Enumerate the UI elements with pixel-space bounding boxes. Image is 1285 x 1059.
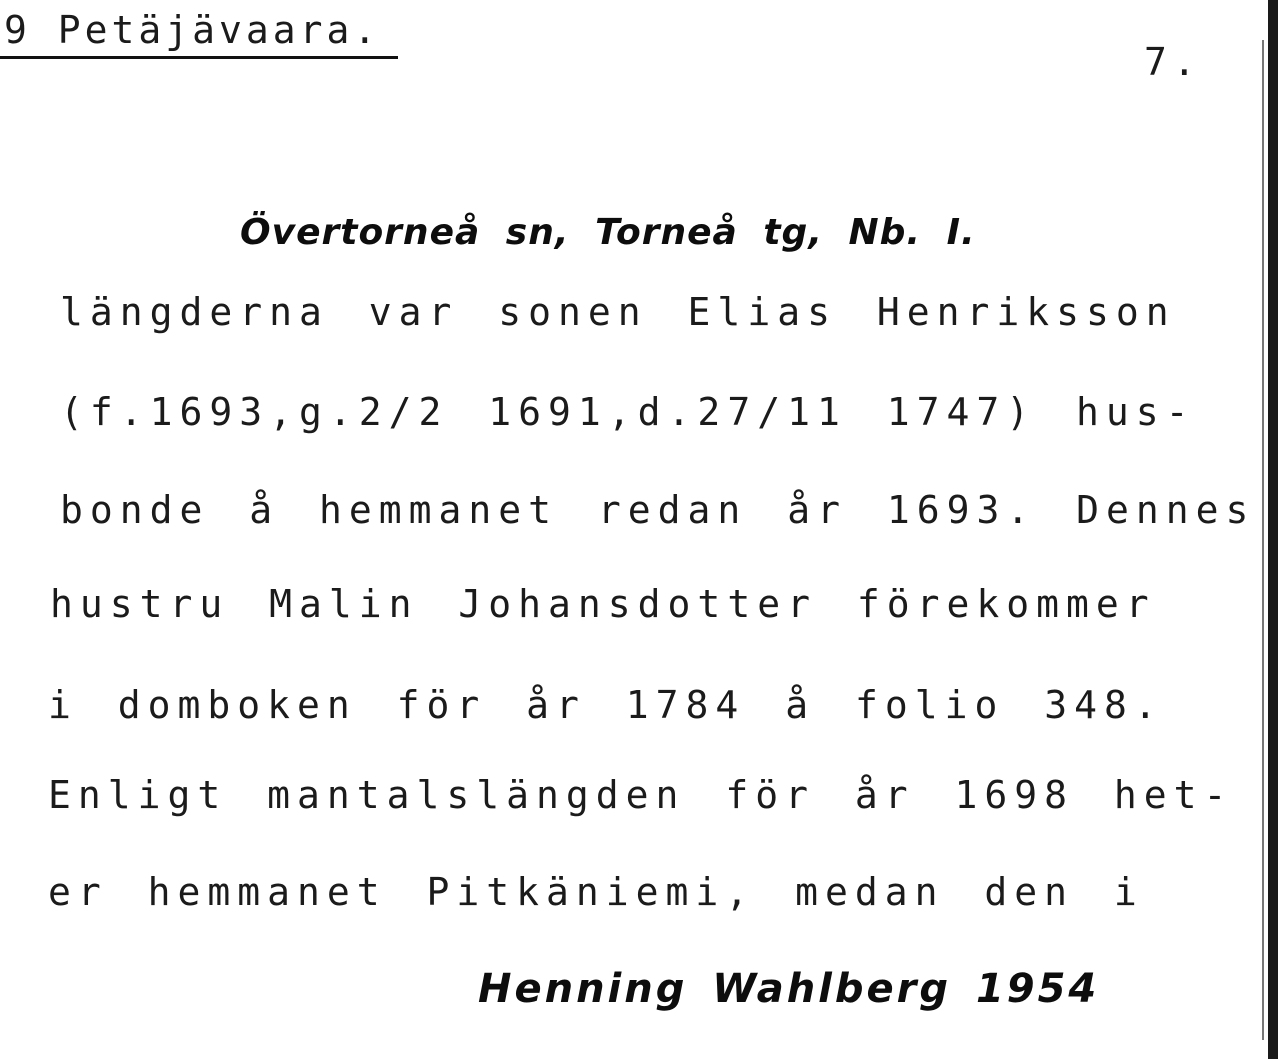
body-line-4: hustru Malin Johansdotter förekommer <box>50 582 1156 626</box>
parish-stamp: Övertorneå sn, Torneå tg, Nb. I. <box>240 212 976 253</box>
card-edge-border <box>1268 0 1278 1059</box>
farm-heading: 9 Petäjävaara. <box>4 8 381 52</box>
body-line-1: längderna var sonen Elias Henriksson <box>60 290 1176 334</box>
card-edge-shadow <box>1262 40 1264 1040</box>
body-line-2: (f.1693,g.2/2 1691,d.27/11 1747) hus- <box>60 390 1196 434</box>
author-stamp: Henning Wahlberg 1954 <box>478 966 1100 1012</box>
body-line-5: i domboken för år 1784 å folio 348. <box>48 683 1164 727</box>
page-number: 7. <box>1144 40 1202 84</box>
body-line-7: er hemmanet Pitkäniemi, medan den i <box>48 870 1144 914</box>
heading-underline <box>0 56 398 59</box>
body-line-3: bonde å hemmanet redan år 1693. Dennes <box>60 488 1256 532</box>
body-line-6: Enligt mantalslängden för år 1698 het- <box>48 773 1234 817</box>
